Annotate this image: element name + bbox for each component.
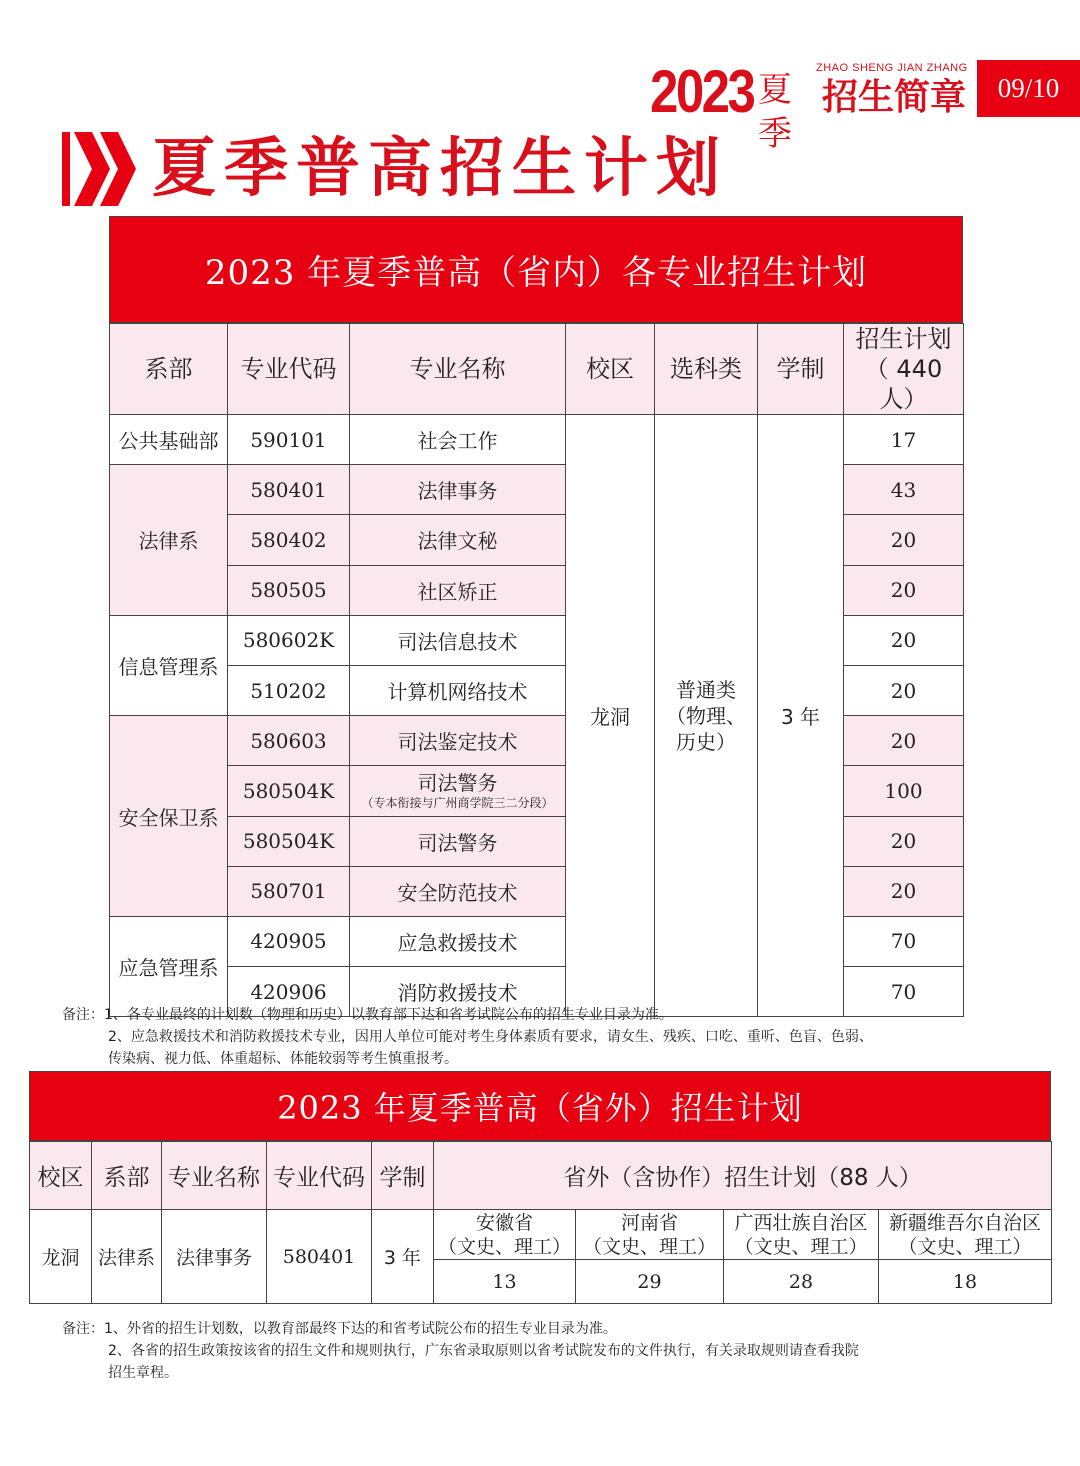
- dept-cell: 公共基础部: [110, 415, 228, 465]
- col-dept: 系部: [110, 324, 228, 415]
- code-cell: 580504K: [228, 766, 350, 816]
- col-plan-line2: （ 440 人）: [864, 355, 943, 413]
- plan-cell: 20: [844, 565, 964, 615]
- province-track: （文史、理工）: [734, 1235, 868, 1258]
- note-line: 备注：1、外省的招生计划数，以教育部最终下达的和省考试院公布的招生专业目录为准。: [62, 1321, 617, 1337]
- major-name: 司法警务: [417, 770, 498, 795]
- subject-line3: 历史）: [676, 729, 736, 754]
- note-line: 传染病、视力低、体重超标、体能较弱等考生慎重报考。: [108, 1051, 458, 1067]
- province-cell-henan: [576, 1210, 724, 1260]
- table1-title: 2023 年夏季普高（省内）各专业招生计划: [109, 216, 963, 323]
- note-line: 备注：1、各专业最终的计划数（物理和历史）以教育部下达和省考试院公布的招生专业目录为准。: [62, 1007, 673, 1023]
- major-cell: 法律文秘: [350, 515, 566, 565]
- major-cell: 司法信息技术: [350, 615, 566, 665]
- col-plan: 省外（含协作）招生计划（88 人）: [434, 1142, 1052, 1210]
- section-heading: [62, 128, 728, 210]
- table1-notes: [62, 1004, 873, 1070]
- code-cell: 580602K: [228, 615, 350, 665]
- subject-line2: （物理、: [666, 703, 746, 728]
- major-cell: 法律事务: [162, 1210, 267, 1304]
- province-name: 河南省: [620, 1211, 678, 1234]
- col-duration: 学制: [372, 1142, 434, 1210]
- code-cell: 580401: [267, 1210, 372, 1304]
- col-name: 专业名称: [162, 1142, 267, 1210]
- count-cell: 18: [879, 1260, 1052, 1304]
- col-code: 专业代码: [228, 324, 350, 415]
- plan-cell: 20: [844, 816, 964, 866]
- major-cell: [350, 766, 566, 816]
- dept-cell: 法律系: [92, 1210, 162, 1304]
- dept-cell: 应急管理系: [110, 916, 228, 1016]
- col-dept: 系部: [92, 1142, 162, 1210]
- dept-cell: 信息管理系: [110, 615, 228, 715]
- plan-cell: 20: [844, 515, 964, 565]
- plan-cell: 20: [844, 615, 964, 665]
- col-duration: 学制: [758, 324, 844, 415]
- col-campus: 校区: [30, 1142, 92, 1210]
- col-subject: 选科类: [655, 324, 758, 415]
- province-cell-anhui: [434, 1210, 576, 1260]
- plan-cell: 70: [844, 967, 964, 1017]
- col-name: 专业名称: [350, 324, 566, 415]
- campus-cell: 龙洞: [566, 415, 655, 1017]
- major-cell: 社会工作: [350, 415, 566, 465]
- brand-pinyin: ZHAO SHENG JIAN ZHANG: [816, 62, 968, 74]
- duration-cell: 3 年: [758, 415, 844, 1017]
- brand-title: 招生简章: [822, 77, 967, 118]
- brand-season: 夏季: [758, 70, 788, 154]
- table-row: [110, 415, 964, 465]
- count-cell: 29: [576, 1260, 724, 1304]
- dept-cell: 安全保卫系: [110, 716, 228, 917]
- major-cell: 司法警务: [350, 816, 566, 866]
- table-row: [30, 1210, 1052, 1260]
- campus-cell: 龙洞: [30, 1210, 92, 1304]
- dept-cell: 法律系: [110, 465, 228, 616]
- col-plan: [844, 324, 964, 415]
- col-code: 专业代码: [267, 1142, 372, 1210]
- major-cell: 安全防范技术: [350, 866, 566, 916]
- major-cell: 消防救援技术: [350, 967, 566, 1017]
- code-cell: 510202: [228, 665, 350, 715]
- col-campus: 校区: [566, 324, 655, 415]
- province-track: （文史、理工）: [898, 1235, 1032, 1258]
- code-cell: 420905: [228, 916, 350, 966]
- major-cell: 计算机网络技术: [350, 665, 566, 715]
- brand-year: 2023: [650, 58, 754, 125]
- chevron-double-right-icon: [62, 130, 140, 208]
- plan-cell: 17: [844, 415, 964, 465]
- page-number: 09/10: [977, 60, 1080, 117]
- plan-cell: 20: [844, 716, 964, 766]
- plan-cell: 20: [844, 665, 964, 715]
- count-cell: 13: [434, 1260, 576, 1304]
- plan-cell: 43: [844, 465, 964, 515]
- plan-cell: 20: [844, 866, 964, 916]
- code-cell: 580402: [228, 515, 350, 565]
- major-cell: 社区矫正: [350, 565, 566, 615]
- table2-header-row: [30, 1142, 1052, 1210]
- count-cell: 28: [724, 1260, 879, 1304]
- table2-grid: [29, 1141, 1052, 1304]
- col-plan-line1: 招生计划: [855, 325, 952, 353]
- code-cell: 420906: [228, 967, 350, 1017]
- table1-grid: [109, 323, 964, 1017]
- subject-cell: [655, 415, 758, 1017]
- code-cell: 580701: [228, 866, 350, 916]
- code-cell: 580504K: [228, 816, 350, 866]
- code-cell: 580505: [228, 565, 350, 615]
- plan-cell: 70: [844, 916, 964, 966]
- province-name: 新疆维吾尔自治区: [889, 1211, 1042, 1234]
- code-cell: 590101: [228, 415, 350, 465]
- major-cell: 司法鉴定技术: [350, 716, 566, 766]
- section-title: 夏季普高招生计划: [152, 132, 728, 206]
- province-cell-xinjiang: [879, 1210, 1052, 1260]
- major-note: （专本衔接与广州商学院三二分段）: [361, 795, 554, 810]
- table2-title: 2023 年夏季普高（省外）招生计划: [29, 1071, 1051, 1141]
- code-cell: 580603: [228, 716, 350, 766]
- code-cell: 580401: [228, 465, 350, 515]
- province-track: （文史、理工）: [582, 1235, 716, 1258]
- provincial-plan-table: [109, 216, 963, 1017]
- note-line: 招生章程。: [108, 1365, 178, 1381]
- table1-header-row: [110, 324, 964, 415]
- subject-line1: 普通类: [676, 677, 736, 702]
- province-track: （文史、理工）: [437, 1235, 571, 1258]
- major-cell: 法律事务: [350, 465, 566, 515]
- province-name: 安徽省: [475, 1211, 533, 1234]
- province-name: 广西壮族自治区: [734, 1211, 868, 1234]
- note-line: 2、应急救援技术和消防救援技术专业，因用人单位可能对考生身体素质有要求，请女生、残疾、口吃、重听、色盲、色弱、: [108, 1029, 873, 1045]
- plan-cell: 100: [844, 766, 964, 816]
- major-cell: 应急救援技术: [350, 916, 566, 966]
- table2-notes: [62, 1318, 859, 1384]
- province-cell-guangxi: [724, 1210, 879, 1260]
- note-line: 2、各省的招生政策按该省的招生文件和规则执行，广东省录取原则以省考试院发布的文件执行，有关录取规则请查看我院: [108, 1343, 859, 1359]
- duration-cell: 3 年: [372, 1210, 434, 1304]
- out-of-province-plan-table: [29, 1071, 1051, 1304]
